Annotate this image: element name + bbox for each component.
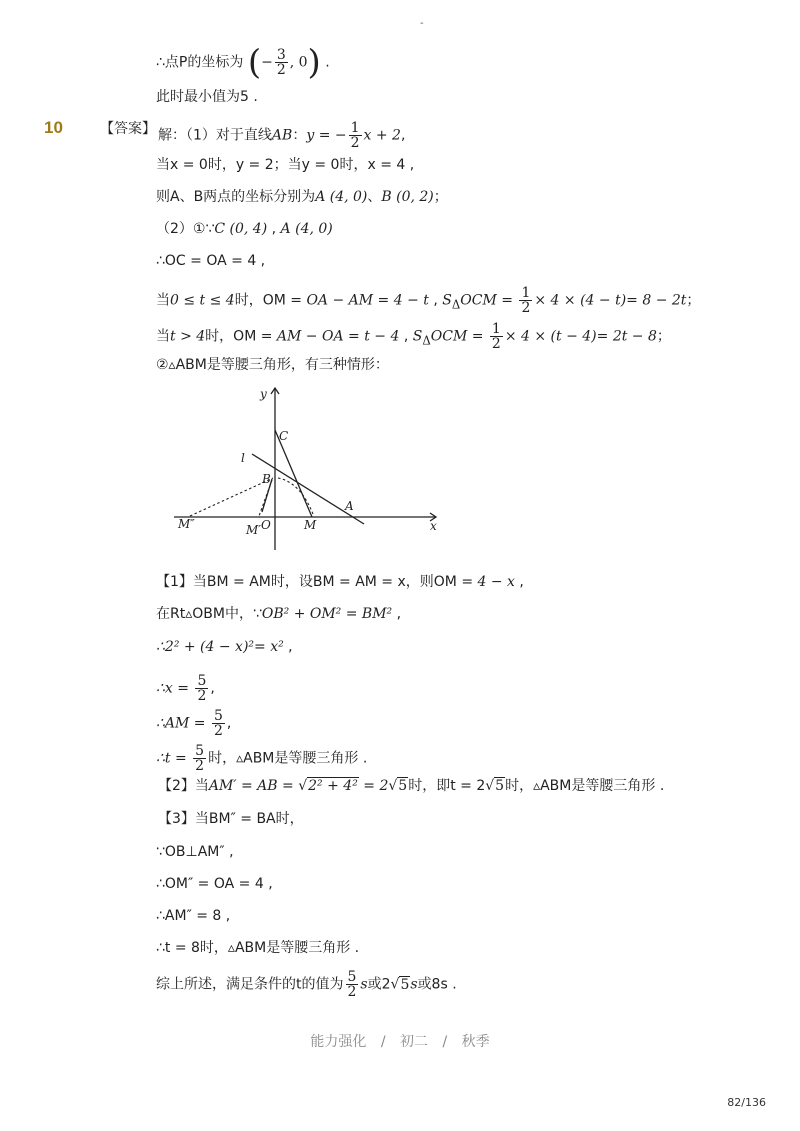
line-point-p: ∴点P的坐标为 (− $\frac{3}{2}$ , 0) . bbox=[156, 42, 330, 83]
label-c: C bbox=[279, 429, 289, 443]
line-case3: 【3】当BM″ = BA时， bbox=[158, 811, 304, 827]
label-o: O bbox=[261, 518, 271, 532]
line-case-le-4: 当0 ≤ t ≤ 4时，OM = OA − AM = 4 − t , $S_\Delta OCM$ = $\frac{1}{2}$ × 4 × (4 − t)= 8 − 2t； bbox=[156, 285, 701, 316]
label-l: l bbox=[241, 451, 245, 465]
line-part-2: （2）①∵C (0, 4) , A (4, 0) bbox=[156, 221, 333, 237]
label-m1: M′ bbox=[246, 523, 262, 537]
line-case2: 【2】当AM′ = AB = √2² + 4² = 2√5时，即t = 2√5时，▵ABM是等腰三角形 . bbox=[158, 778, 665, 794]
header-mark: - bbox=[420, 18, 424, 29]
geometry-figure bbox=[170, 382, 450, 552]
footer-part-3: 秋季 bbox=[461, 1034, 490, 1050]
footer-sep-2: / bbox=[442, 1034, 448, 1050]
footer-part-2: 初二 bbox=[400, 1034, 428, 1050]
page-footer bbox=[0, 1031, 800, 1051]
line-t-8: ∴t = 8时，▵ABM是等腰三角形 . bbox=[156, 940, 360, 956]
answer-label: 【答案】 bbox=[100, 121, 156, 137]
line-x-value: ∴x = $\frac{5}{2}$ , bbox=[156, 673, 215, 704]
line-t-value-1: ∴t = $\frac{5}{2}$ 时，▵ABM是等腰三角形 . bbox=[156, 743, 368, 774]
footer-part-1: 能力强化 bbox=[310, 1034, 367, 1050]
line-ob-perp: ∵OB⊥AM″ , bbox=[156, 844, 234, 860]
line-three-cases: ②▵ABM是等腰三角形，有三种情形： bbox=[156, 357, 389, 373]
label-x: x bbox=[430, 519, 437, 533]
line-min-value: 此时最小值为5 . bbox=[156, 89, 258, 105]
line-case1-pythag: 在Rt▵OBM中，∵OB² + OM² = BM² , bbox=[156, 606, 402, 622]
label-m2: M″ bbox=[178, 517, 195, 531]
line-case-gt-4: 当t > 4时，OM = AM − OA = t − 4 , $S_\Delta OCM$ = $\frac{1}{2}$ × 4 × (t − 4)= 2t − 8； bbox=[156, 321, 671, 352]
question-number: 10 bbox=[44, 118, 63, 137]
line-case1: 【1】当BM = AM时，设BM = AM = x，则OM = 4 − x , bbox=[156, 574, 524, 590]
line-conclusion: 综上所述，满足条件的t的值为 $\frac{5}{2}$ s或2√5s或8s . bbox=[156, 969, 457, 1000]
label-y: y bbox=[260, 387, 267, 401]
footer-sep-1: / bbox=[380, 1034, 386, 1050]
line-oc-oa: ∴OC = OA = 4 , bbox=[156, 253, 266, 269]
line-coordinates-ab: 则A、B两点的坐标分别为A (4, 0)、B (0, 2)； bbox=[156, 189, 448, 205]
line-om2: ∴OM″ = OA = 4 , bbox=[156, 876, 273, 892]
label-b: B bbox=[262, 472, 271, 486]
page-number: 82/136 bbox=[727, 1096, 766, 1109]
label-m: M bbox=[304, 518, 317, 532]
line-intercepts: 当x = 0时，y = 2；当y = 0时，x = 4 , bbox=[156, 157, 415, 173]
line-case1-equation: ∴2² + (4 − x)²= x² , bbox=[156, 639, 293, 655]
segment-cm bbox=[275, 430, 312, 517]
line-solution-1: 解：（1）对于直线AB：y = − $\frac{1}{2}$ x + 2, bbox=[158, 120, 406, 151]
label-a: A bbox=[345, 499, 354, 513]
line-am2: ∴AM″ = 8 , bbox=[156, 908, 231, 924]
line-am-value: ∴AM = $\frac{5}{2}$ , bbox=[156, 708, 232, 739]
